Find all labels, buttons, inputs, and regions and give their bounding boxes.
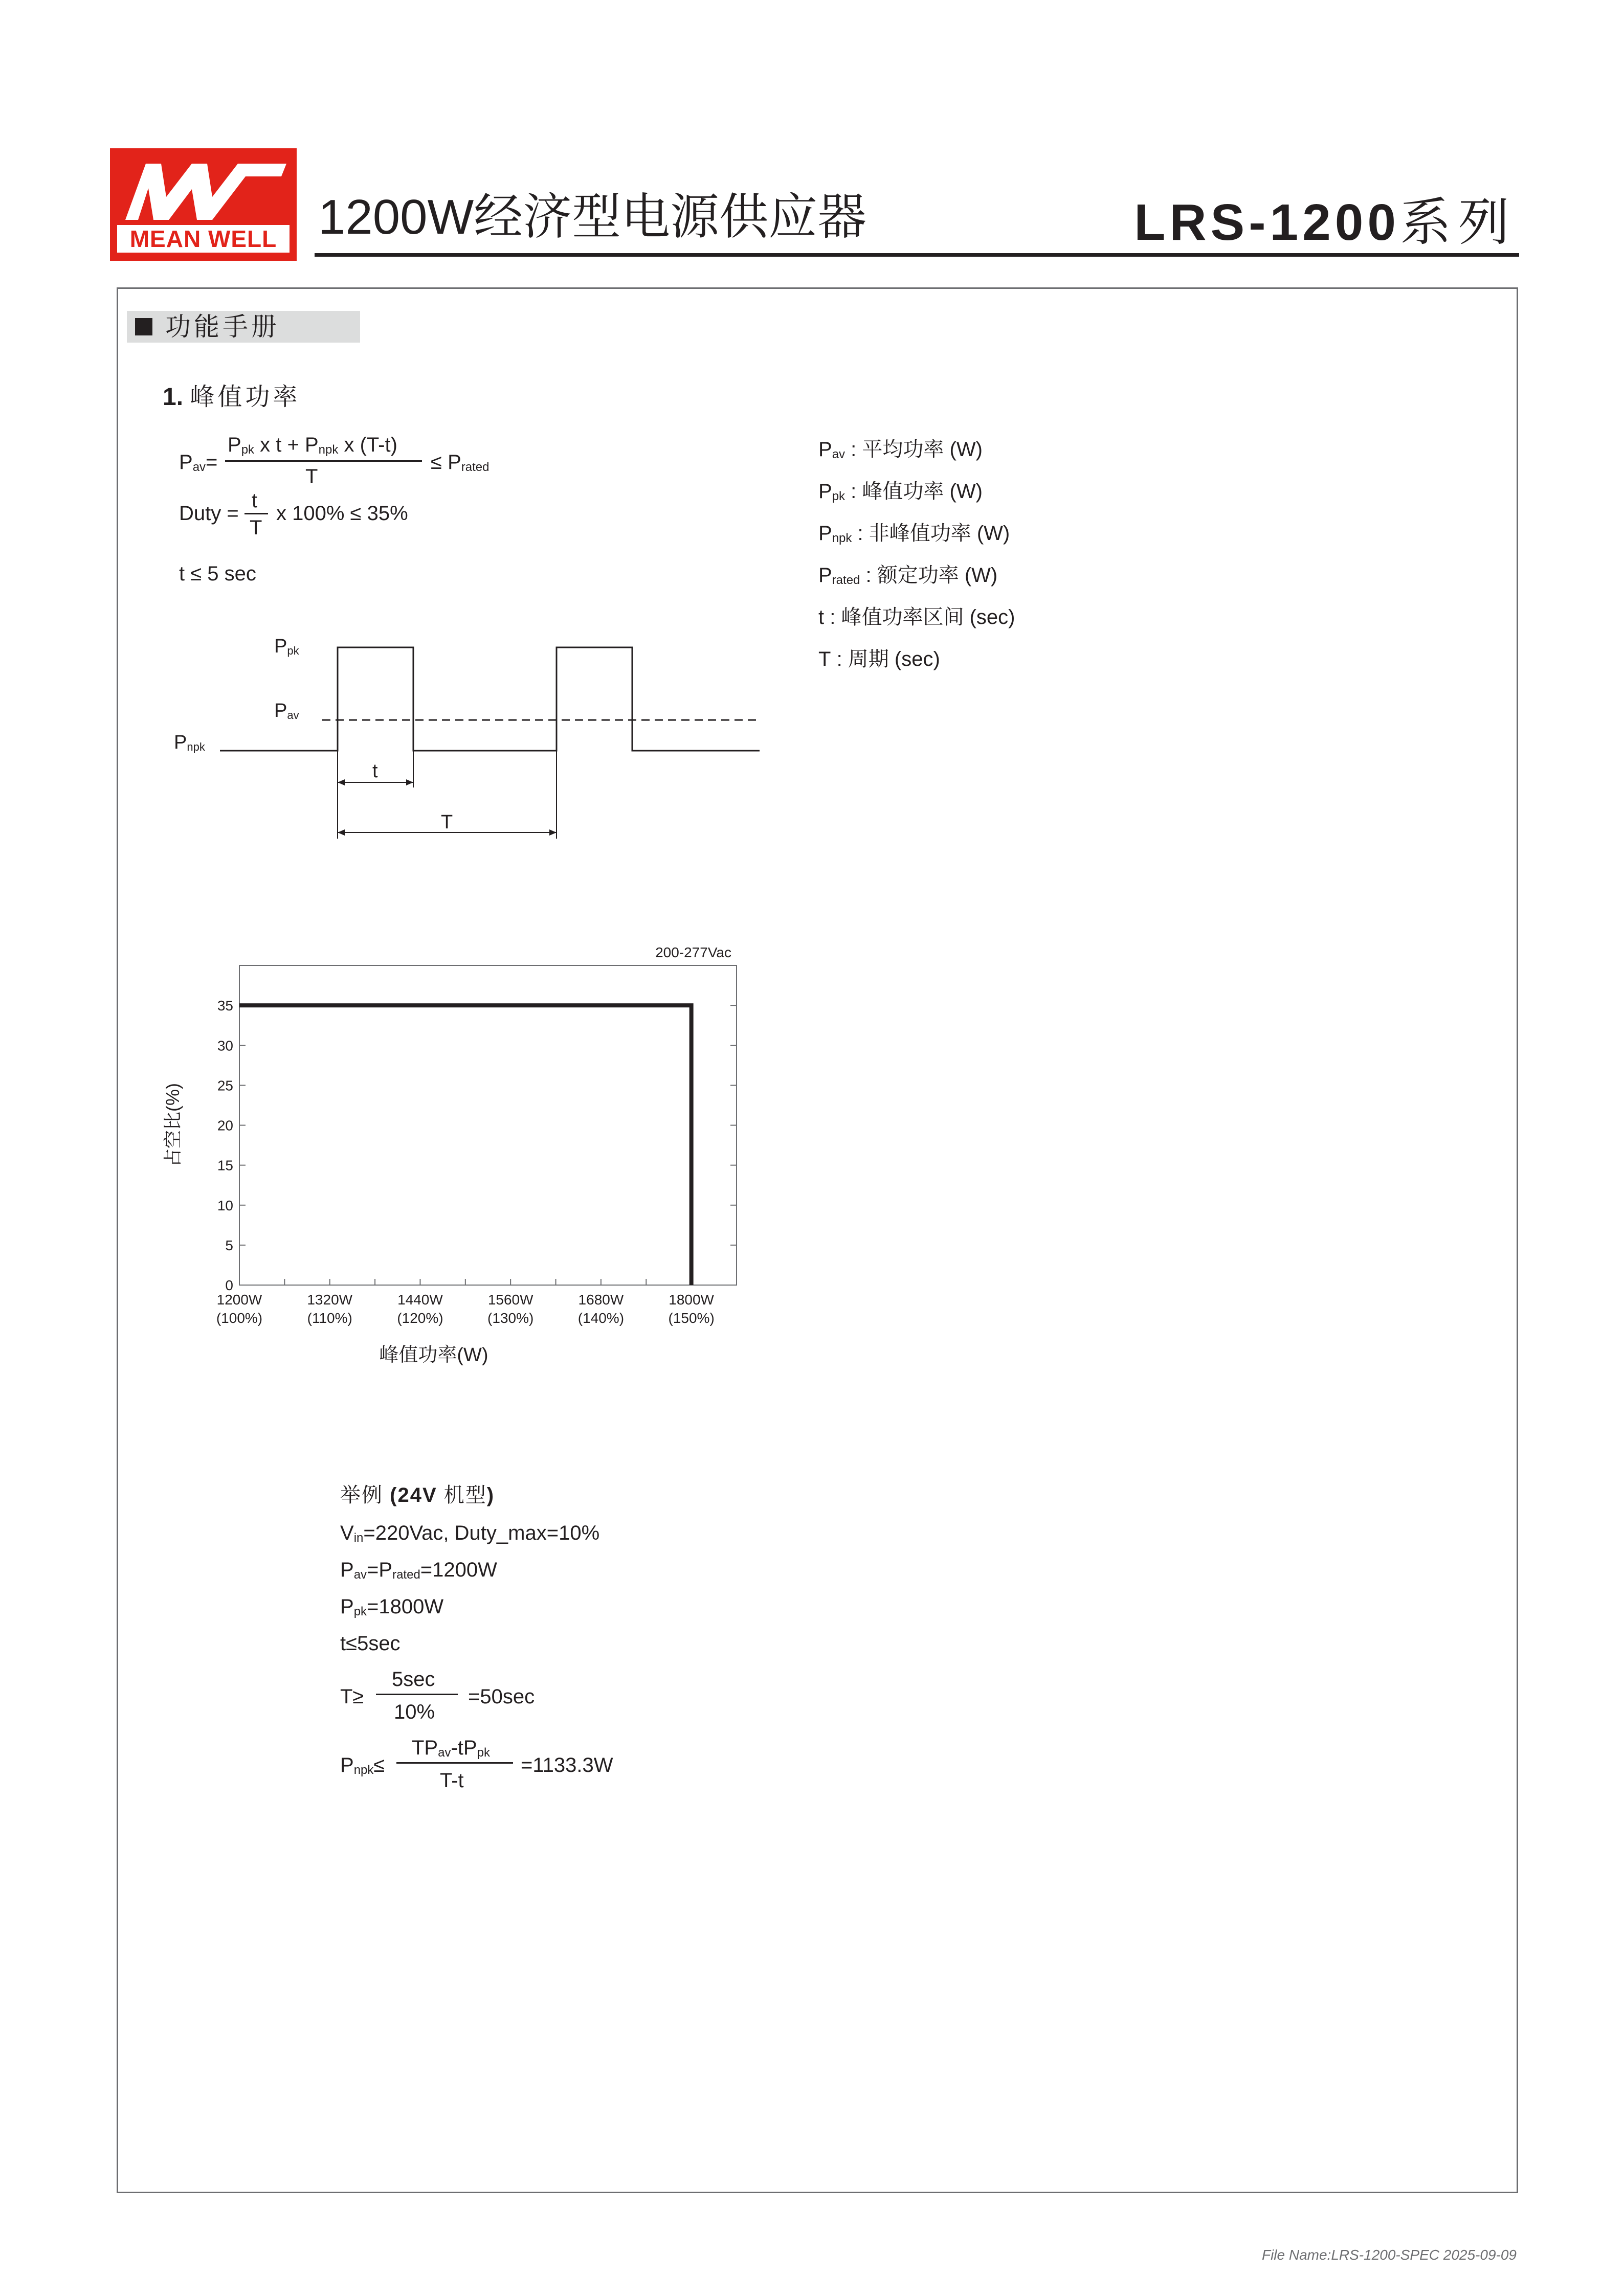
example-line-ppk: Ppk=1800W [340,1595,444,1618]
definition-item: Pav : 平均功率 (W) [818,438,983,461]
duty-fraction-bar [244,513,268,514]
series-title [1134,194,1517,251]
y-tick-label: 0 [225,1277,233,1293]
y-tick-label: 15 [217,1157,233,1174]
pav-label: Pav [274,700,299,722]
y-axis-label: 占空比(%) [162,1083,183,1167]
item-title: 峰值功率 [190,384,301,411]
T-formula-rhs: =50sec [468,1685,535,1708]
x-tick-label: 1320W [307,1292,353,1308]
T-label: T [441,812,453,833]
x-tick-sublabel: (130%) [487,1310,534,1326]
example-block [340,1483,599,1668]
pnpk-label: Pnpk [174,732,205,753]
symbol-definitions [818,437,1015,689]
y-tick-label: 35 [217,998,233,1014]
x-tick-sublabel: (150%) [668,1310,715,1326]
pnpk-fraction-bar [396,1762,513,1764]
pav-numerator: Ppk x t + Pnpk x (T-t) [228,434,397,457]
pav-le-prated: ≤ Prated [431,451,490,474]
waveform-line [220,647,760,751]
x-tick-label: 1680W [578,1292,624,1308]
square-bullet-icon [135,318,152,335]
footer-filename: File Name:LRS-1200-SPEC 2025-09-09 [1261,2247,1517,2263]
x-axis-label: 峰值功率(W) [379,1344,488,1366]
logo-text: MEAN WELL [117,225,290,253]
duty-series-line [239,1005,692,1285]
pav-denominator: T [305,465,318,488]
series-model: LRS-1200 [1134,194,1400,251]
x-tick-label: 1440W [397,1292,443,1308]
chart-legend: 200-277Vac [655,944,731,960]
y-axis [217,998,737,1293]
T-fraction-bar [376,1694,458,1695]
pnpk-formula-lhs: Pnpk≤ [340,1754,385,1777]
mean-well-logo [110,148,297,261]
pnpk-formula-denominator: T-t [440,1769,464,1792]
example-line-pav: Pav=Prated=1200W [340,1559,497,1582]
pnpk-formula-rhs: =1133.3W [521,1754,613,1776]
duty-denominator: T [250,516,262,539]
x-tick-label: 1200W [216,1292,262,1308]
example-line-t: t≤5sec [340,1632,401,1655]
duty-lhs: Duty = [179,502,239,525]
T-formula-numerator: 5sec [392,1668,435,1691]
x-tick-label: 1800W [669,1292,714,1308]
ppk-label: Ppk [274,636,299,657]
item-heading [163,382,300,412]
definition-item: T : 周期 (sec) [818,648,940,670]
x-axis [216,1279,737,1326]
example-title: 举例 (24V 机型) [340,1484,495,1506]
T-formula-denominator: 10% [394,1701,435,1723]
definition-item: Pnpk : 非峰值功率 (W) [818,522,1010,545]
item-number: 1. [163,384,184,411]
duty-cycle-chart [153,920,767,1381]
t-label: t [372,760,378,782]
y-tick-label: 20 [217,1117,233,1134]
pnpk-formula-numerator: TPav-tPpk [412,1737,490,1760]
x-tick-sublabel: (100%) [216,1310,263,1326]
x-tick-sublabel: (120%) [397,1310,443,1326]
section-heading [127,311,360,343]
pulse-waveform-diagram [169,629,783,854]
pav-fraction-bar [225,460,422,462]
definition-item: t : 峰值功率区间 (sec) [818,606,1015,628]
definition-item: Ppk : 峰值功率 (W) [818,480,983,503]
section-label: 功能手册 [165,312,280,341]
x-tick-sublabel: (110%) [307,1310,352,1326]
y-tick-label: 5 [225,1237,233,1253]
plot-frame [239,965,737,1285]
x-tick-label: 1560W [487,1292,533,1308]
T-formula-lhs: T≥ [340,1685,364,1708]
x-tick-sublabel: (140%) [577,1310,625,1326]
duty-rhs: x 100% ≤ 35% [276,502,408,525]
y-tick-label: 30 [217,1038,233,1054]
t-limit: t ≤ 5 sec [179,562,256,585]
document-title: 1200W经济型电源供应器 [318,190,867,244]
y-tick-label: 25 [217,1077,233,1094]
pav-lhs: Pav= [179,451,218,474]
mw-logo-icon [110,148,297,230]
series-suffix: 系列 [1400,194,1517,251]
duty-numerator: t [252,489,258,512]
y-tick-label: 10 [217,1197,233,1213]
example-line-vin: Vin=220Vac, Duty_max=10% [340,1522,600,1545]
definition-item: Prated : 额定功率 (W) [818,564,998,587]
header-rule [315,253,1519,257]
